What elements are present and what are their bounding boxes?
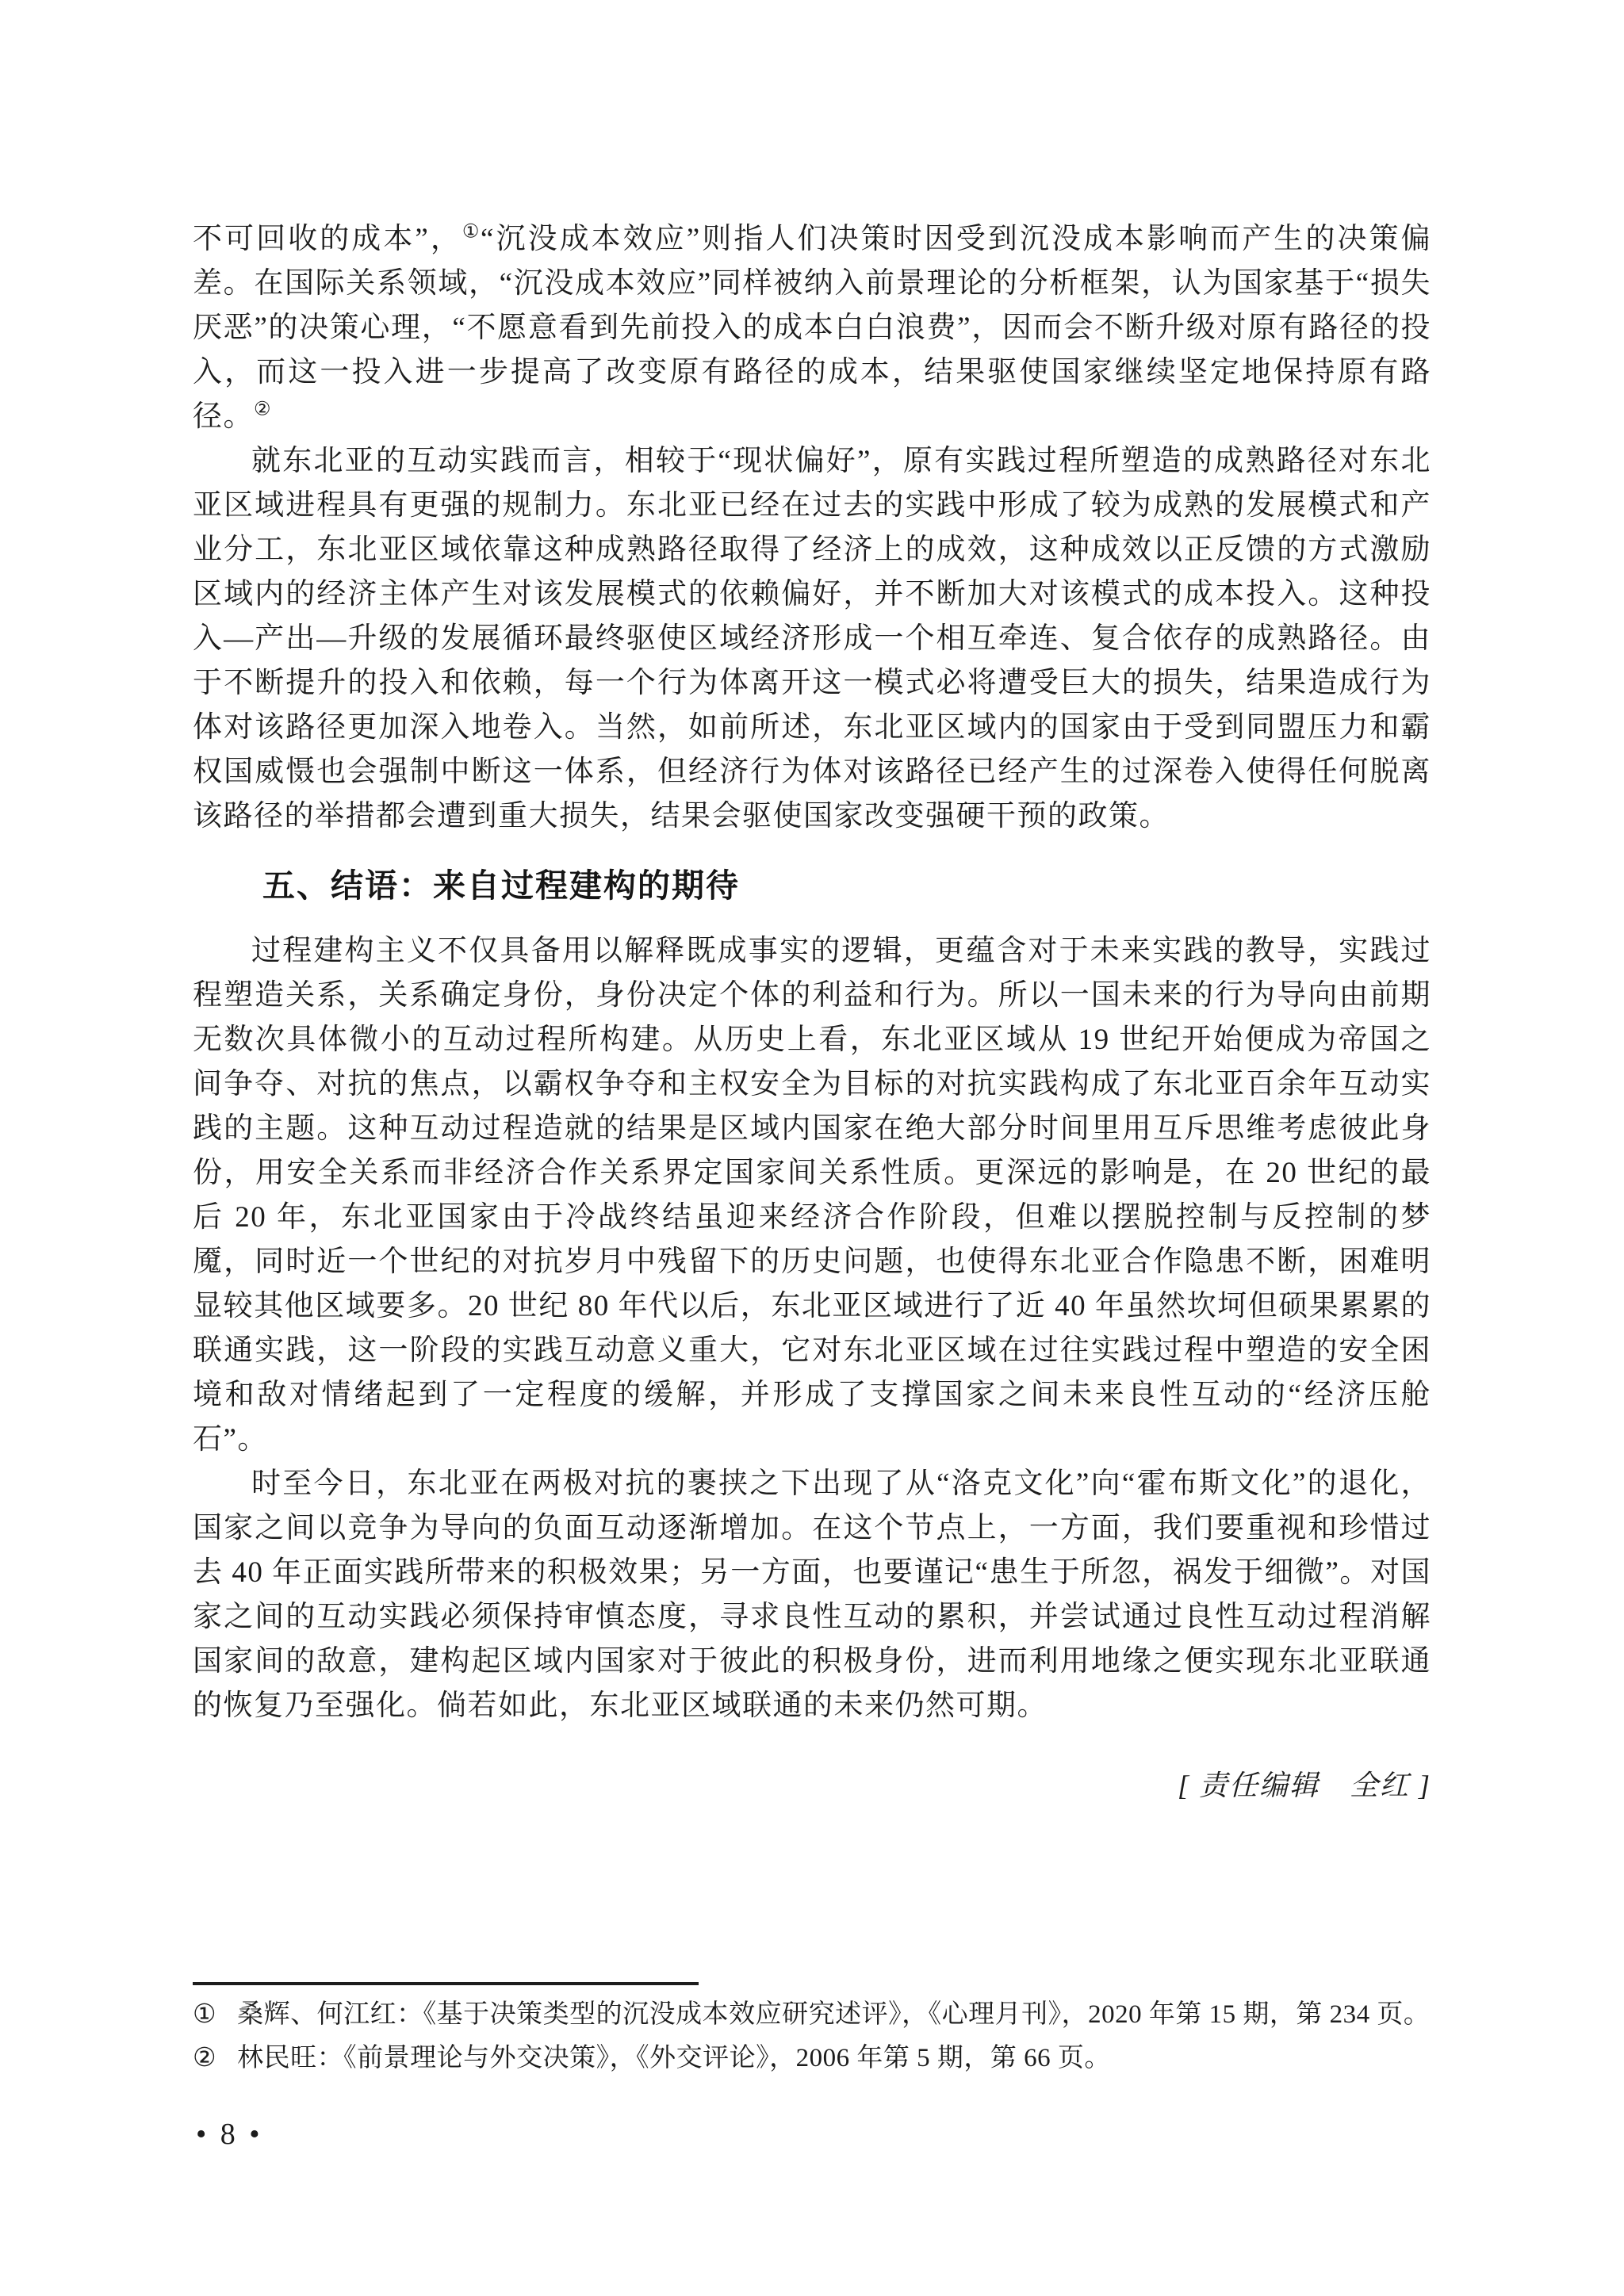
article-body [193,217,1431,1804]
paragraphs-after-heading [193,929,1431,1728]
footnote-list [193,1993,1431,2080]
paragraphs-before-heading [193,217,1431,839]
footnote-marker: ② [193,2044,217,2072]
footnote-marker: ① [193,2000,217,2029]
paragraph: 过程建构主义不仅具备用以解释既成事实的逻辑，更蕴含对于未来实践的教导，实践过程塑造关系，关系确定身份，身份决定个体的利益和行为。所以一国未来的行为导向由前期无数次具体微小的互动过程所构建。从历史上看，东北亚区域从 19 世纪开始便成为帝国之间争夺、对抗的焦点，以霸权争夺和主权安全为目标的对抗实践构成了东北亚百余年互动实践的主题。这种互动过程造就的结果是区域内国家在绝大部分时间里用互斥思维考虑彼此身份，用安全关系而非经济合作关系界定国家间关系性质。更深远的影响是，在 20 世纪的最后 20 年，东北亚国家由于冷战终结虽迎来经济合作阶段，但难以摆脱控制与反控制的梦魇，同时近一个世纪的对抗岁月中残留下的历史问题，也使得东北亚合作隐患不断，困难明显较其他区域要多。20 世纪 80 年代以后，东北亚区域进行了近 40 年虽然坎坷但硕果累累的联通实践，这一阶段的实践互动意义重大，它对东北亚区域在过往实践过程中塑造的安全困境和敌对情绪起到了一定程度的缓解，并形成了支撑国家之间未来良性互动的“经济压舱石”。 [193,935,1431,1456]
footnote-text: 林民旺：《前景理论与外交决策》，《外交评论》，2006 年第 5 期，第 66 页。 [237,2044,1111,2072]
paragraph: 就东北亚的互动实践而言，相较于“现状偏好”，原有实践过程所塑造的成熟路径对东北亚区域进程具有更强的规制力。东北亚已经在过去的实践中形成了较为成熟的发展模式和产业分工，东北亚区域依靠这种成熟路径取得了经济上的成效，这种成效以正反馈的方式激励区域内的经济主体产生对该发展模式的依赖偏好，并不断加大对该模式的成本投入。这种投入—产出—升级的发展循环最终驱使区域经济形成一个相互牵连、复合依存的成熟路径。由于不断提升的投入和依赖，每一个行为体离开这一模式必将遭受巨大的损失，结果造成行为体对该路径更加深入地卷入。当然，如前所述，东北亚区域内的国家由于受到同盟压力和霸权国威慑也会强制中断这一体系，但经济行为体对该路径已经产生的过深卷入使得任何脱离该路径的举措都会遭到重大损失，结果会驱使国家改变强硬干预的政策。 [193,445,1431,832]
footnotes-section [193,1982,1431,2080]
editor-note: [ 责任编辑 全红 ] [1177,1770,1431,1801]
footnote-divider [193,1982,699,1985]
page-number: • 8 • [196,2118,263,2151]
paragraph: 不可回收的成本”，①“沉没成本效应”则指人们决策时因受到沉没成本影响而产生的决策偏差。在国际关系领域，“沉没成本效应”同样被纳入前景理论的分析框架，认为国家基于“损失厌恶”的决策心理，“不愿意看到先前投入的成本白白浪费”，因而会不断升级对原有路径的投入，而这一投入进一步提高了改变原有路径的成本，结果驱使国家继续坚定地保持原有路径。② [193,221,1432,433]
footnote-item [193,1993,1431,2037]
footnote-ref: ② [254,399,271,420]
footnote-text: 桑辉、何江红：《基于决策类型的沉没成本效应研究述评》，《心理月刊》，2020 年第 15 期，第 234 页。 [237,2000,1431,2029]
section-heading: 五、结语：来自过程建构的期待 [262,867,740,904]
paragraph: 时至今日，东北亚在两极对抗的裹挟之下出现了从“洛克文化”向“霍布斯文化”的退化，国家之间以竞争为导向的负面互动逐渐增加。在这个节点上，一方面，我们要重视和珍惜过去 40 年正面实践所带来的积极效果；另一方面，也要谨记“患生于所忽，祸发于细微”。对国家之间的互动实践必须保持审慎态度，寻求良性互动的累积，并尝试通过良性互动过程消解国家间的敌意，建构起区域内国家对于彼此的积极身份，进而利用地缘之便实现东北亚联通的恢复乃至强化。倘若如此，东北亚区域联通的未来仍然可期。 [193,1468,1431,1722]
footnote-item [193,2037,1431,2080]
footnote-ref: ① [462,221,481,243]
